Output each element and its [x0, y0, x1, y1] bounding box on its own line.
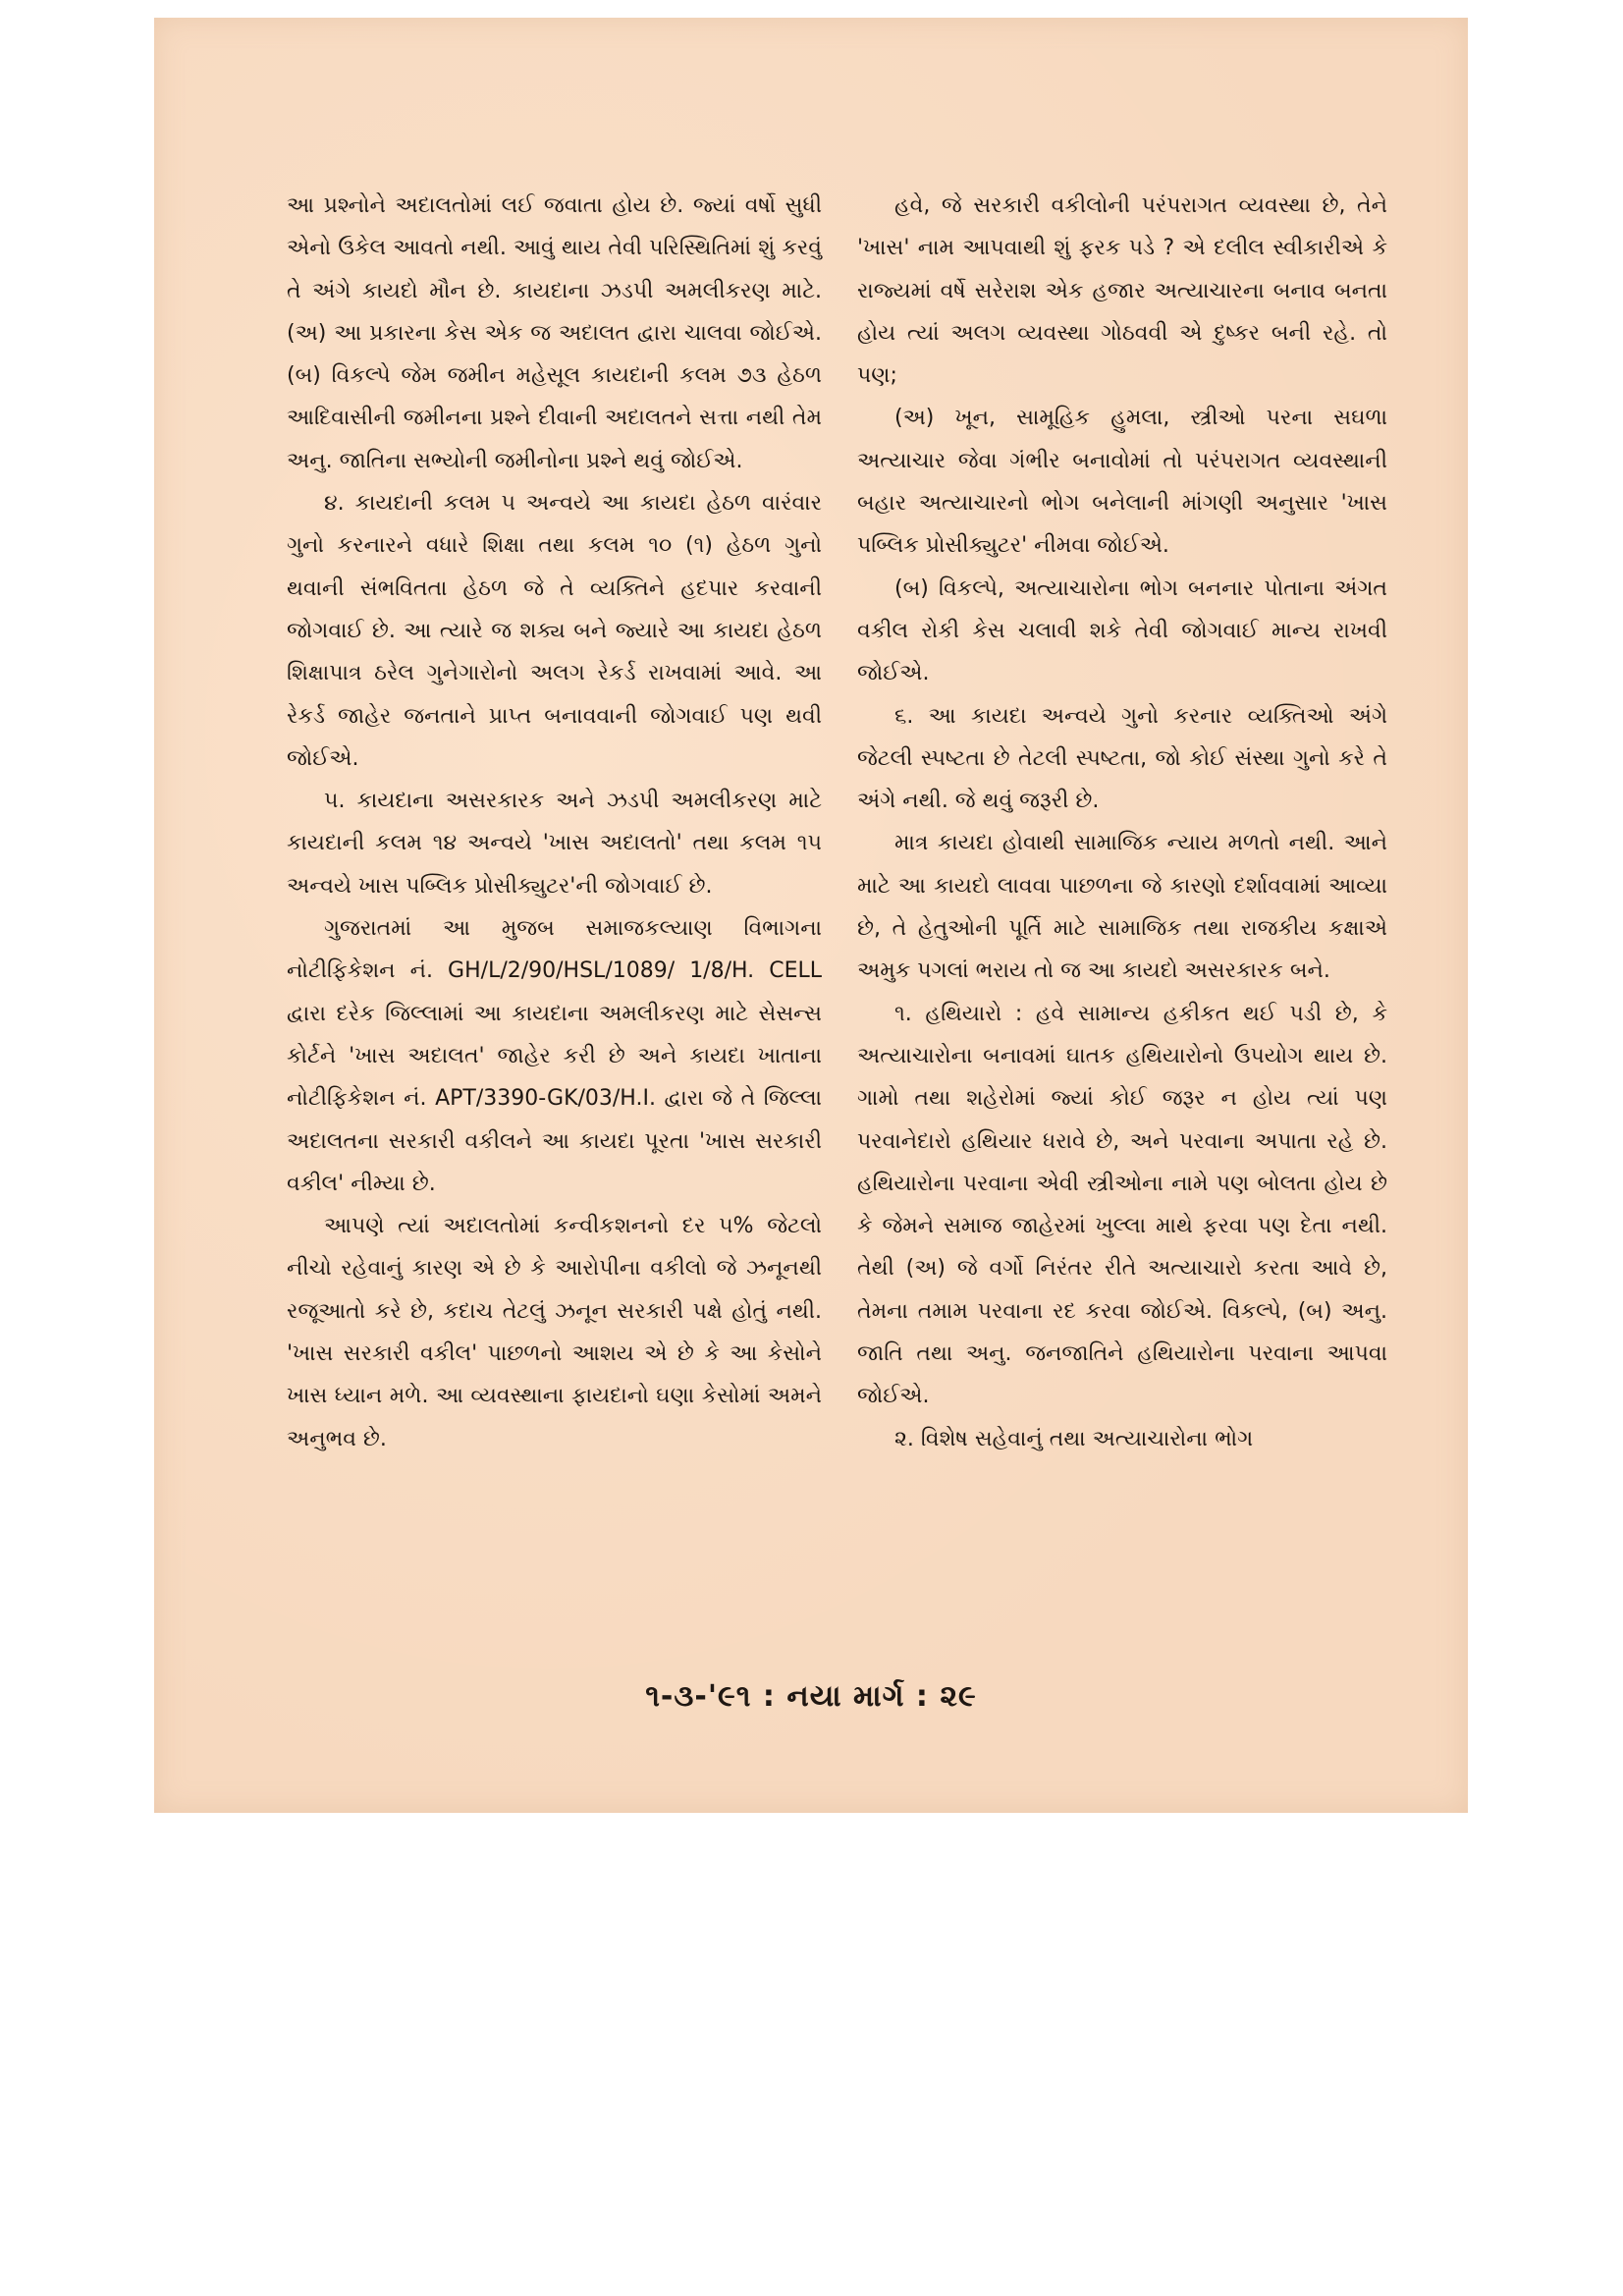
paragraph: હવે, જે સરકારી વકીલોની પરંપરાગત વ્યવસ્થા છે, તેને 'ખાસ' નામ આપવાથી શું ફરક પડે ? એ દલીલ સ્વીકારીએ કે રાજ્યમાં વર્ષે સરેરાશ એક હજાર અત્યાચારના બનાવ બનતા હોય ત્યાં અલગ વ્યવસ્થા ગોઠવવી એ દુષ્કર બની રહે. તો પણ;: [857, 193, 1387, 389]
paragraph: ૨. વિશેષ સહેવાનું તથા અત્યાચારોના ભોગ: [894, 1426, 1254, 1451]
paragraph: ૬. આ કાયદા અન્વયે ગુનો કરનાર વ્યક્તિઓ અંગે જેટલી સ્પષ્ટતા છે તેટલી સ્પષ્ટતા, જો કોઈ સંસ્થા ગુનો કરે તે અંગે નથી. જે થવું જરૂરી છે.: [857, 703, 1387, 814]
paragraph: (અ) ખૂન, સામૂહિક હુમલા, સ્ત્રીઓ પરના સઘળા અત્યાચાર જેવા ગંભીર બનાવોમાં તો પરંપરાગત વ્યવસ્થાની બહાર અત્યાચારનો ભોગ બનેલાની માંગણી અનુસાર 'ખાસ પબ્લિક પ્રોસીક્યુટર' નીમવા જોઈએ.: [857, 406, 1387, 559]
paragraph: ૧. હથિયારો : હવે સામાન્ય હકીકત થઈ પડી છે, કે અત્યાચારોના બનાવમાં ઘાતક હથિયારોનો ઉપયોગ થાય છે. ગામો તથા શહેરોમાં જ્યાં કોઈ જરૂર ન હોય ત્યાં પણ પરવાનેદારો હથિયાર ધરાવે છે, અને પરવાના અપાતા રહે છે. હથિયારોના પરવાના એવી સ્ત્રીઓના નામે પણ બોલતા હોય છે કે જેમને સમાજ જાહેરમાં ખુલ્લા માથે ફરવા પણ દેતા નથી. તેથી (અ) જે વર્ગો નિરંતર રીતે અત્યાચારો કરતા આવે છે, તેમના તમામ પરવાના રદ કરવા જોઈએ. વિકલ્પે, (બ) અનુ. જાતિ તથા અનુ. જનજાતિને હથિયારોના પરવાના આપવા જોઈએ.: [857, 1001, 1387, 1409]
paragraph: માત્ર કાયદા હોવાથી સામાજિક ન્યાય મળતો નથી. આને માટે આ કાયદો લાવવા પાછળના જે કારણો દર્શાવવામાં આવ્યા છે, તે હેતુઓની પૂર્તિ માટે સામાજિક તથા રાજકીય કક્ષાએ અમુક પગલાં ભરાય તો જ આ કાયદો અસરકારક બને.: [857, 831, 1387, 984]
page-footer: ૧-૩-'૯૧ : નયા માર્ગ : ૨૯: [645, 1679, 977, 1714]
paragraph: આ પ્રશ્નોને અદાલતોમાં લઈ જવાતા હોય છે. જ્યાં વર્ષો સુધી એનો ઉકેલ આવતો નથી. આવું થાય તેવી પરિસ્થિતિમાં શું કરવું તે અંગે કાયદો મૌન છે. કાયદાના ઝડપી અમલીકરણ માટે. (અ) આ પ્રકારના કેસ એક જ અદાલત દ્વારા ચાલવા જોઈએ. (બ) વિકલ્પે જેમ જમીન મહેસૂલ કાયદાની કલમ ૭૩ હેઠળ આદિવાસીની જમીનના પ્રશ્ને દીવાની અદાલતને સત્તા નથી તેમ અનુ. જાતિના સભ્યોની જમીનોના પ્રશ્ને થવું જોઈએ.: [287, 193, 822, 473]
paragraph: ગુજરાતમાં આ મુજબ સમાજકલ્યાણ વિભાગના નોટીફિકેશન નં. GH/L/2/90/HSL/1089/ 1/8/H. CELL દ્વારા દરેક જિલ્લામાં આ કાયદાના અમલીકરણ માટે સેસન્સ કોર્ટને 'ખાસ અદાલત' જાહેર કરી છે અને કાયદા ખાતાના નોટીફિકેશન નં. APT/3390-GK/03/H.I. દ્વારા જે તે જિલ્લા અદાલતના સરકારી વકીલને આ કાયદા પૂરતા 'ખાસ સરકારી વકીલ' નીમ્યા છે.: [287, 916, 822, 1196]
paragraph: ૫. કાયદાના અસરકારક અને ઝડપી અમલીકરણ માટે કાયદાની કલમ ૧૪ અન્વયે 'ખાસ અદાલતો' તથા કલમ ૧૫ અન્વયે ખાસ પબ્લિક પ્રોસીક્યુટર'ની જોગવાઈ છે.: [287, 789, 822, 899]
paragraph: આપણે ત્યાં અદાલતોમાં કન્વીકશનનો દર ૫% જેટલો નીચો રહેવાનું કારણ એ છે કે આરોપીના વકીલો જે ઝનૂનથી રજૂઆતો કરે છે, કદાચ તેટલું ઝનૂન સરકારી પક્ષે હોતું નથી. 'ખાસ સરકારી વકીલ' પાછળનો આશય એ છે કે આ કેસોને ખાસ ધ્યાન મળે. આ વ્યવસ્થાના ફાયદાનો ઘણા કેસોમાં અમને અનુભવ છે.: [287, 1214, 822, 1451]
scanned-page: [154, 18, 1468, 1813]
paragraph: (બ) વિકલ્પે, અત્યાચારોના ભોગ બનનાર પોતાના અંગત વકીલ રોકી કેસ ચલાવી શકે તેવી જોગવાઈ માન્ય રાખવી જોઈએ.: [857, 575, 1387, 686]
right-column: [857, 185, 1387, 1460]
left-column: [287, 185, 822, 1460]
paragraph: ૪. કાયદાની કલમ ૫ અન્વયે આ કાયદા હેઠળ વારંવાર ગુનો કરનારને વધારે શિક્ષા તથા કલમ ૧૦ (૧) હેઠળ ગુનો થવાની સંભવિતતા હેઠળ જે તે વ્યક્તિને હદપાર કરવાની જોગવાઈ છે. આ ત્યારે જ શક્ય બને જ્યારે આ કાયદા હેઠળ શિક્ષાપાત્ર ઠરેલ ગુનેગારોનો અલગ રેકર્ડ રાખવામાં આવે. આ રેકર્ડ જાહેર જનતાને પ્રાપ્ત બનાવવાની જોગવાઈ પણ થવી જોઈએ.: [287, 491, 822, 771]
